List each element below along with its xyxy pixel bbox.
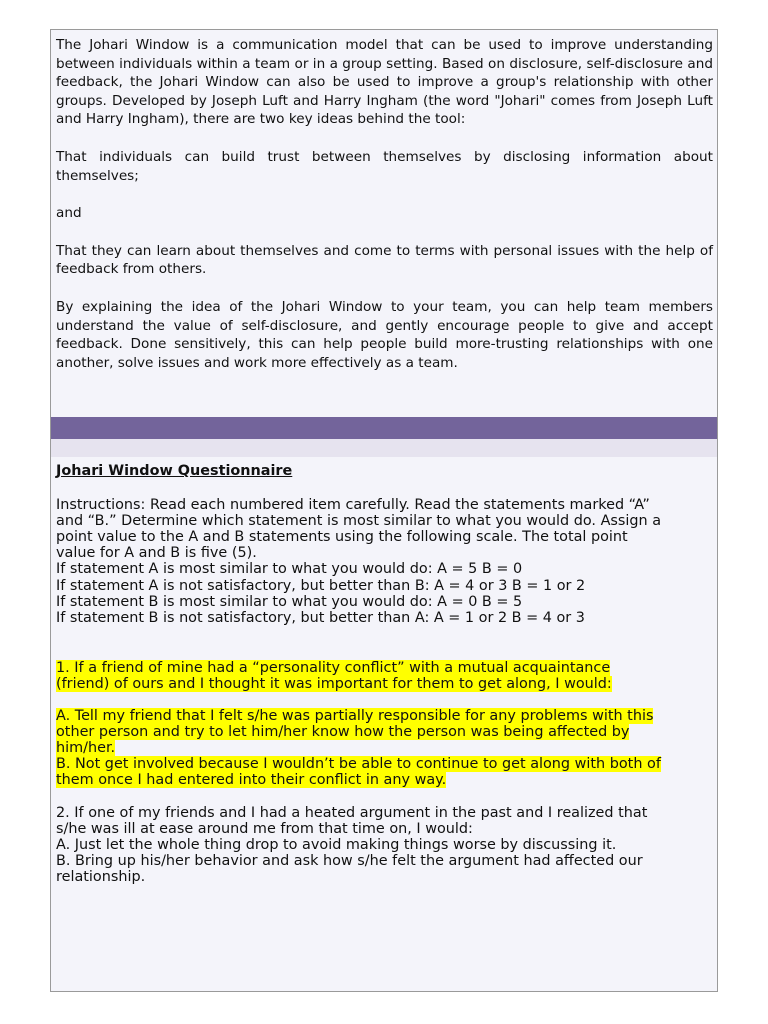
- scale-line: If statement B is not satisfactory, but better than A: A = 1 or 2 B = 4 or 3: [56, 609, 585, 626]
- question-1: [56, 660, 716, 789]
- option-b-text: relationship.: [56, 868, 146, 885]
- intro-paragraph: That individuals can build trust between themselves by disclosing information about themselves;: [56, 148, 713, 184]
- questionnaire-title: Johari Window Questionnaire: [56, 463, 293, 479]
- question-2: [56, 805, 716, 885]
- intro-paragraph: The Johari Window is a communication model that can be used to improve understanding between individuals within a team or in a group setting. Based on disclosure, self-disclosure and feedback, the Johari Window can also be used to improve a group's relationship with other groups. Developed by Joseph Luft and Harry Ingham (the word "Johari" comes from Joseph Luft and Harry Ingham), there are two key ideas behind the tool:: [56, 37, 713, 128]
- scale-line: If statement A is not satisfactory, but better than B: A = 4 or 3 B = 1 or 2: [56, 577, 586, 594]
- document-page: [50, 29, 718, 992]
- intro-section: [51, 30, 717, 391]
- option-a-text: A. Just let the whole thing drop to avoid making things worse by discussing it.: [56, 836, 617, 853]
- intro-paragraph: and: [56, 205, 82, 222]
- scale-line: If statement A is most similar to what you would do: A = 5 B = 0: [56, 561, 523, 578]
- option-a-text: A. Tell my friend that I felt s/he was partially responsible for any problems with this: [56, 708, 654, 725]
- questionnaire-section: [56, 463, 716, 885]
- intro-paragraph: That they can learn about themselves and come to terms with personal issues with the help of feedback from others.: [56, 242, 713, 278]
- question-2-text: 2. If one of my friends and I had a heated argument in the past and I realized that: [56, 804, 648, 821]
- question-1-text: [56, 660, 716, 692]
- instructions-line: point value to the A and B statements using the following scale. The total point: [56, 529, 628, 546]
- highlighted-text: 1. If a friend of mine had a “personality conflict” with a mutual acquaintance: [56, 659, 611, 676]
- instructions-line: value for A and B is five (5).: [56, 545, 257, 562]
- option-b-text: B. Bring up his/her behavior and ask how s/he felt the argument had affected our: [56, 852, 643, 869]
- option-b-text: them once I had entered into their conflict in any way.: [56, 772, 447, 789]
- instructions-block: [56, 497, 716, 626]
- option-a-text: other person and try to let him/her know how the person was being affected by: [56, 724, 630, 741]
- section-divider-light: [51, 439, 717, 457]
- question-1-options: [56, 708, 716, 788]
- option-a-text: him/her.: [56, 740, 116, 757]
- highlighted-text: (friend) of ours and I thought it was important for them to get along, I would:: [56, 675, 612, 692]
- scale-line: If statement B is most similar to what you would do: A = 0 B = 5: [56, 593, 523, 610]
- instructions-line: Instructions: Read each numbered item carefully. Read the statements marked “A”: [56, 497, 650, 514]
- instructions-line: and “B.” Determine which statement is most similar to what you would do. Assign a: [56, 513, 662, 530]
- question-2-text: s/he was ill at ease around me from that time on, I would:: [56, 820, 473, 837]
- option-b-text: B. Not get involved because I wouldn’t be able to continue to get along with both of: [56, 756, 661, 773]
- section-divider-band: [51, 417, 717, 439]
- intro-paragraph: By explaining the idea of the Johari Window to your team, you can help team members understand the value of self-disclosure, and gently encourage people to give and accept feedback. Done sensitively, this can help people build more-trusting relationships with one another, solve issues and work more effectively as a team.: [56, 298, 713, 371]
